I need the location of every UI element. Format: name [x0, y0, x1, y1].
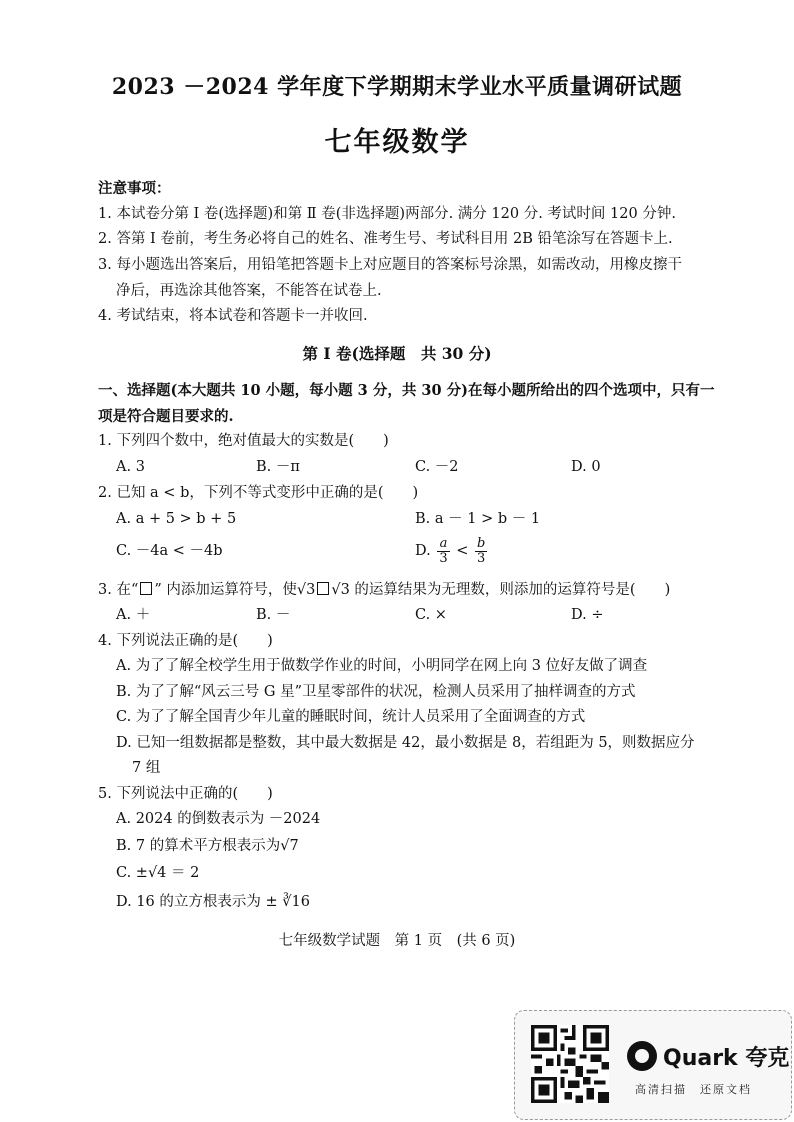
question-3-stem-part-2: ” 内添加运算符号，使 [154, 582, 297, 598]
question-1-option-b: B. －π [256, 459, 300, 475]
question-3-option-d: D. ÷ [571, 607, 604, 623]
question-3-option-a: A. ＋ [116, 607, 151, 623]
blank-box-icon [140, 582, 152, 595]
question-4-option-d-cont: 7 组 [132, 760, 161, 776]
question-2-option-d-prefix: D. [415, 543, 431, 560]
inequality-sign: < [456, 543, 469, 560]
question-2-option-a: A. a + 5 > b + 5 [116, 511, 237, 527]
question-3-stem [98, 582, 670, 598]
question-4-stem: 4. 下列说法正确的是( ) [98, 633, 273, 649]
question-1-stem: 1. 下列四个数中，绝对值最大的实数是( ) [98, 433, 389, 449]
section-intro-1: 一、选择题(本大题共 10 小题，每小题 3 分，共 30 分)在每小题所给出的四个选项中，只有一 [98, 382, 715, 399]
notice-item-1: 1. 本试卷分第 Ⅰ 卷(选择题)和第 Ⅱ 卷(非选择题)两部分. 满分 120 分. 考试时间 120 分钟. [98, 206, 676, 222]
question-5-option-b: B. 7 的算术平方根表示为√7 [116, 838, 299, 854]
fraction-a-over-3 [437, 537, 449, 565]
notice-item-2: 2. 答第 Ⅰ 卷前，考生务必将自己的姓名、准考生号、考试科目用 2B 铅笔涂写在答题卡上. [98, 231, 673, 247]
exam-title: 2023 －2024 学年度下学期期末学业水平质量调研试题 [111, 74, 683, 100]
question-3-stem-part-1: 3. 在“ [98, 582, 139, 598]
question-2-option-d [415, 537, 489, 565]
question-4-option-c: C. 为了了解全国青少年儿童的睡眠时间，统计人员采用了全面调查的方式 [116, 709, 586, 725]
radical-sqrt3-first: √3 [296, 582, 316, 598]
question-5-option-c: C. ±√4 ＝ 2 [116, 865, 200, 881]
notice-item-4: 4. 考试结束，将本试卷和答题卡一并收回. [98, 308, 368, 324]
notice-item-3-cont: 净后，再选涂其他答案，不能答在试卷上. [116, 283, 382, 299]
question-5-stem: 5. 下列说法中正确的( ) [98, 786, 273, 802]
question-1-option-c: C. －2 [415, 459, 459, 475]
page-footer: 七年级数学试题 第 1 页 (共 6 页) [278, 933, 516, 949]
question-4-option-b: B. 为了了解“风云三号 G 星”卫星零部件的状况，检测人员采用了抽样调查的方式 [116, 684, 636, 700]
question-2-option-c: C. －4a < －4b [116, 543, 223, 559]
quark-brand: Quark 夸克 [663, 1046, 790, 1071]
exam-subject: 七年级数学 [324, 127, 470, 158]
quark-logo-icon [627, 1041, 657, 1071]
question-3-option-b: B. － [256, 607, 291, 623]
fraction-denominator: 3 [477, 550, 486, 566]
question-2-stem: 2. 已知 a < b，下列不等式变形中正确的是( ) [98, 485, 419, 501]
blank-box-icon [317, 582, 329, 595]
question-4-option-a: A. 为了了解全校学生用于做数学作业的时间，小明同学在网上向 3 位好友做了调查 [116, 658, 648, 674]
quark-watermark [514, 1010, 792, 1120]
radical-sqrt3-second: √3 [331, 582, 350, 598]
question-1-option-d: D. 0 [571, 459, 601, 475]
notice-item-3: 3. 每小题选出答案后，用铅笔把答题卡上对应题目的答案标号涂黑，如需改动，用橡皮擦干 [98, 257, 682, 273]
fraction-b-over-3 [475, 537, 487, 565]
fraction-denominator: 3 [439, 550, 448, 566]
qr-code-icon [531, 1025, 609, 1103]
section-intro-2: 项是符合题目要求的. [98, 408, 234, 425]
fraction-numerator: a [437, 537, 449, 552]
question-3-option-c: C. × [415, 607, 447, 623]
question-3-stem-part-3: 的运算结果为无理数，则添加的运算符号是( ) [349, 582, 671, 598]
question-1-option-a: A. 3 [116, 459, 145, 475]
question-4-option-d: D. 已知一组数据都是整数，其中最大数据是 42，最小数据是 8，若组距为 5，则数据应分 [116, 735, 695, 751]
question-2-option-b: B. a － 1 > b － 1 [415, 511, 541, 527]
question-5-option-a: A. 2024 的倒数表示为 －2024 [116, 811, 321, 827]
notice-heading: 注意事项： [98, 180, 171, 197]
question-5-option-d: D. 16 的立方根表示为 ± ∛16 [116, 894, 310, 910]
fraction-numerator: b [476, 536, 486, 551]
section-heading: 第 Ⅰ 卷(选择题 共 30 分) [302, 344, 492, 363]
quark-slogan: 高清扫描 还原文档 [635, 1083, 752, 1096]
